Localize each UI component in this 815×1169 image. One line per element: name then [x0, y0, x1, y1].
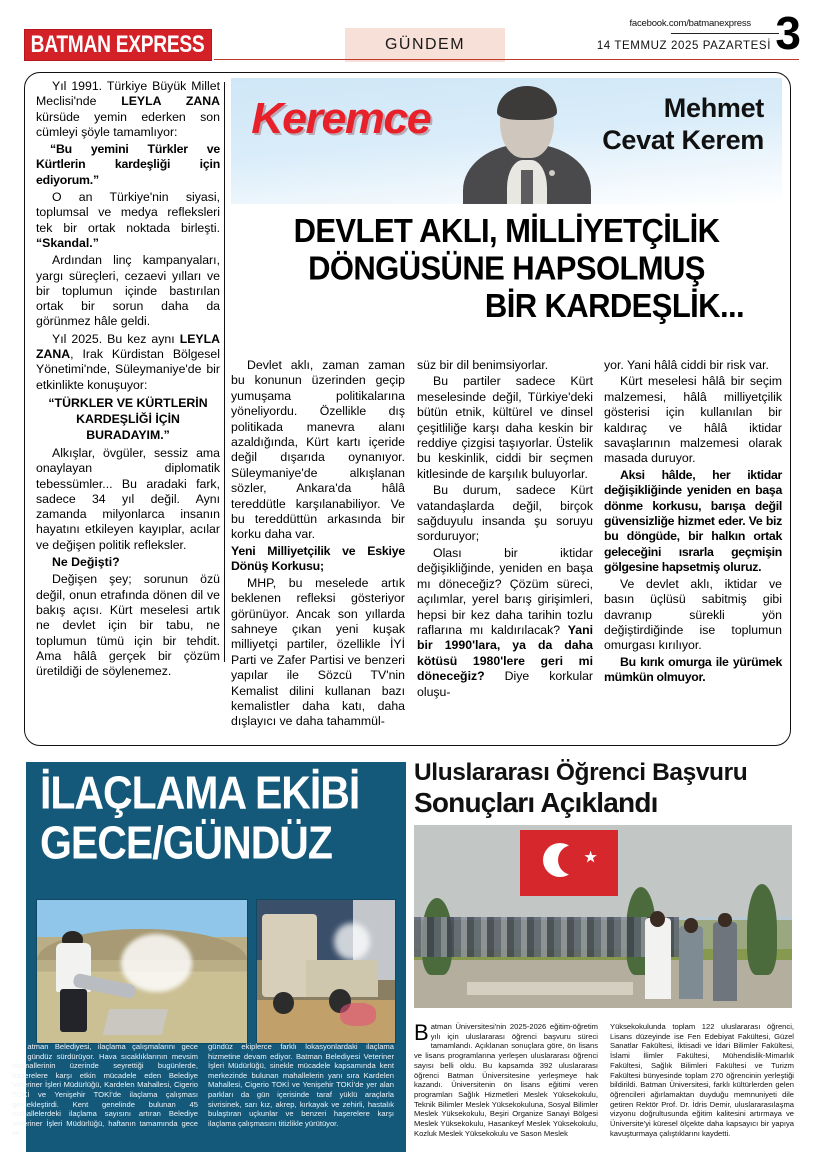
headline-line-1: DEVLET AKLI, MİLLİYETÇİLİK	[293, 212, 720, 250]
body-c3-p2: Kürt meselesi hâlâ bir seçim malzemesi, hâlâ milliyetçilik gösterisi için kullanılan bir kaldıraç ve hâlâ iktidar savaşlarının malzemesi olarak masada duruyor.	[604, 374, 782, 466]
body-c2-p4-tail: Diye korkular oluşu-	[417, 669, 593, 699]
lead-paragraph-3: O an Türkiye'nin siyasi, toplumsal ve medya refleksleri tek bir ortak noktada birleşti. “Skandal.”	[36, 190, 220, 250]
story-ilaclama-title	[40, 768, 398, 869]
dropcap-ilaclama: B	[12, 1040, 26, 1062]
dropcap-universite: B	[414, 1020, 429, 1045]
facebook-handle[interactable]: facebook.com/batmanexpress	[629, 18, 751, 29]
story-ilaclama-text-col-2	[208, 1042, 394, 1138]
opinion-lead-column	[36, 79, 220, 681]
lead-paragraph-5: Yıl 2025. Bu kez aynı LEYLA ZANA, Irak Kürdistan Bölgesel Yönetimi'nde, Süleymaniye'de bir etkinlikte konuşuyor:	[36, 331, 220, 392]
body-c1-subheading: Yeni Milliyetçilik ve Eskiye Dönüş Korkusu;	[231, 543, 405, 574]
headline-line-3: BİR KARDEŞLİK...	[484, 286, 744, 325]
body-c3-p4: Ve devlet aklı, iktidar ve basın üçlüsü sabitmiş gibi davranıp sürekli yön değiştirdiğinde ise toplumun omurgası kırılıyor.	[604, 576, 782, 653]
date-rule	[671, 33, 779, 34]
story-universite-text-col-2	[610, 1022, 794, 1138]
body-c2-p4	[417, 546, 593, 700]
section-tab-label: GÜNDEM	[384, 36, 466, 53]
lead-paragraph-1: Yıl 1991. Türkiye Büyük Millet Meclisi'nde LEYLA ZANA kürsüde yemin ederken son cümleyi şöyle tamamlıyor:	[36, 79, 220, 139]
story-universite-title-line-2: Sonuçları Açıklandı	[414, 787, 658, 818]
article-body-column-1	[231, 358, 405, 731]
headline-line-2: DÖNGÜSÜNE HAPSOLMUŞ	[308, 249, 705, 287]
newspaper-logo[interactable]	[24, 29, 212, 61]
body-c2-p4-bold: Yani bir 1990'lara, ya da daha kötüsü 1980'lere geri mi döneceğiz?	[417, 622, 593, 684]
column-brand-keremce: Keremce	[251, 94, 431, 143]
body-c1-p2: MHP, bu meselede artık beklenen refleksi gösteriyor görünüyor. Ancak son yıllarda sahneye çıkan yeni kuşak milliyetçi partiler, özellikle İYİ Parti ve Zafer Partisi ve benzeri yapılar ile Sözcü TV'nin Kemalist dilini kullanan bazı kemalistler daha katı, daha dışlayıcı ve daha tahammül-	[231, 575, 405, 729]
fogging-worker-photo	[36, 899, 248, 1044]
section-tab-gundem[interactable]	[345, 28, 505, 62]
lead-paragraph-9: Değişen şey; sorunun özü değil, onun etrafında dönen dil ve bakış açısı. Kürt meselesi artık ne devlet için bir tabu, ne toplumun tümü için bir tehdit. Ama hâlâ gerçek bir çözüm üretildiği de söylenemez.	[36, 572, 220, 679]
spray-truck-photo	[256, 899, 396, 1044]
body-c3-p1: yor. Yani hâlâ ciddi bir risk var.	[604, 358, 769, 372]
lead-subheading: Ne Değişti?	[52, 555, 120, 570]
columnist-name	[602, 92, 764, 156]
story-ilaclama-para-2: gündüz ekiplerce farklı lokasyonlardaki ilaçlama hizmetine devam ediyor. Batman Belediyesi Veteriner İşleri Müdürlüğü, sinekle mücadele kapsamında kent merkezinde bulunan mahallelerin yanı sıra Kardelen Mahallesi, Cigerio TOKİ ve Yenişehir TOKİ'de yer alan parkları da gün içerisinde taraf yüklü araçlarla sivrisinek, sarı kız, akrep, kırkayak ve zehirli, hastalık bulaştıran uçkunlar ve benzeri haşerelere karşı ilaçlama çalışmasını titizlikle yürütüyor.	[208, 1042, 394, 1128]
issue-date: 14 TEMMUZ 2025 PAZARTESİ	[596, 40, 771, 52]
story-ilaclama-para-1-text: atman Belediyesi, ilaçlama çalışmalarını gece gündüz sürdürüyor. Hava sıcaklıklarının mevsim normallerinin üzerinde seyrettiği bugünlerde, haşerelere karşı etkin mücadele eden Belediye Veteriner İşleri Müdürlüğü, Kardelen Mahallesi, Cigerio TOKİ ve Yenişehir TOKİ'de ilaçlama çalışması gerçekleştirdi. Kent genelinde bulunan 45 mahallelerdeki ilaçlama sayısını artıran Belediye Veteriner İşleri Müdürlüğü, haftanın tamamında gece ve	[12, 1042, 198, 1138]
lead-paragraph-4: Ardından linç kampanyaları, yargı süreçleri, cezaevi yılları ve bir toplumun içinde bastırılan ortak bir sorun daha da görünmez hâle geldi.	[36, 253, 220, 329]
columnist-portrait-photo	[459, 78, 595, 204]
story-ilaclama-text-col-1	[12, 1042, 198, 1138]
story-ilaclama-para-1	[12, 1042, 198, 1138]
story-ilaclama-title-line-1: İLAÇLAMA EKİBİ	[40, 766, 360, 819]
page-number: 3	[775, 7, 801, 59]
story-ilaclama-photos	[36, 899, 396, 1044]
article-body-column-2	[417, 358, 593, 701]
masthead	[0, 0, 815, 72]
body-c1-p1: Devlet aklı, zaman zaman bu konunun üzerinden geçip yumuşama politikalarına yöneliyordu. Özellikle dış politikada manevra alanı azaldığında, Kürt kartı içeride değil dışarıda oynanıyor. Süleymaniye'de alkışlanan sözler, Ankara'da hâlâ tereddütle karşılanabiliyor. Ve bu tereddüttün arkasında bir korku daha var.	[231, 358, 405, 542]
story-universite-para-2: Yüksekokulunda toplam 122 uluslararası öğrenci, Lisans düzeyinde ise Fen Edebiyat Fakültesi, Güzel Sanatlar Fakültesi, İktisadi ve İdari Bilimler Fakültesi, İslami İlimler Fakültesi, Mühendislik-Mimarlık Fakültesi, Sağlık Bilimleri Fakültesi ve Turizm Fakültesi bünyesinde toplam 270 öğrencinin yerleştiği bildirildi. Batman Üniversitesi, farklı kültürlerden gelen öğrencileri ağırlamaktan duyduğu memnuniyeti dile getiren Rektör Prof. Dr. İdris Demir, uluslararasılaşma vizyonu doğrultusunda eğitim kalitesini artırmaya ve Üniversite'yi küresel ölçekte daha kapsayıcı bir yapıya kavuşturmaya çalıştıklarını kaydetti.	[610, 1022, 794, 1138]
article-headline	[231, 212, 782, 324]
body-c2-p4-normal: Olası bir iktidar değişikliğinde, yeniden en başa mı döneceğiz? Çözüm süreci, açılımlar, yerel barış girişimleri, hepsi bir kez daha tarihin tozlu raflarına mı kaldırılacak?	[417, 545, 593, 637]
story-universite-title-line-1: Uluslararası Öğrenci Başvuru	[414, 759, 748, 786]
columnist-first-name: Mehmet	[663, 93, 764, 123]
body-c2-p1: süz bir dil benimsiyorlar.	[417, 358, 549, 372]
lead-paragraph-7: Alkışlar, övgüler, sessiz ama onaylayan diplomatik tebessümler... Bu aradaki fark, sadece 34 yıl değil. Aynı zamanda milyonlarca insanın hayatını etkileyen kayıplar, acılar ve değişen politik refleksler.	[36, 445, 220, 552]
newspaper-logo-text: BATMAN EXPRESS	[31, 31, 205, 58]
article-body-column-3	[604, 358, 782, 687]
story-ilaclama-text	[12, 1042, 402, 1138]
masthead-red-rule	[214, 59, 799, 60]
body-c2-p2: Bu partiler sadece Kürt meselesinde değil, Türkiye'deki bütün etnik, kültürel ve dinsel çeşitliliğe karşı daha keskin bir reddiye çizgisi taşıyorlar. Üstelik bu keskinlik, ciddi bir seçmen kitlesinde de karşılık buluyorlar.	[417, 374, 593, 481]
columnist-banner	[231, 78, 782, 204]
campus-students-photo	[414, 825, 792, 1008]
lead-quote-1: “Bu yemini Türkler ve Kürtlerin kardeşliği için ediyorum.”	[36, 142, 220, 187]
body-c3-p3: Aksi hâlde, her iktidar değişikliğinde yeniden en başa dönme korkusu, barışa değil güvensizliğe hizmet eder. Ve biz bu döngüde, bir halkın ortak geleceğini ısrarla geçmişin gölgesine hapsetmiş oluruz.	[604, 467, 782, 575]
story-universite-para-1-text: atman Üniversitesi'nin 2025-2026 eğitim-öğretim yılı için uluslararası öğrenci başvuru süreci tamamlandı. Açıklanan sonuçlara göre, ön lisans ve lisans programlarına yerleşen uluslararası öğrenci sayısı belli oldu. Bu kapsamda 392 uluslararası öğrenci Batman Üniversitesine yerleşmeye hak kazandı. Üniversitenin ön lisans eğitimi veren programları Sağlık Hizmetleri Meslek Yüksekokulu, Teknik Bilimler Meslek Yüksekokuluna, Sosyal Bilimler Meslek Yüksekokulu, Beşiri Organize Sanayi Bölgesi Meslek Yüksekokulu, Hasankeyf Meslek Yüksekokulu, Kozluk Meslek Yüksekokulu ve Sason Meslek	[414, 1022, 598, 1138]
story-ilaclama-title-line-2: GECE/GÜNDÜZ	[40, 817, 332, 869]
story-universite-text	[414, 1022, 794, 1138]
story-universite-title	[414, 758, 792, 818]
story-universite-para-1	[414, 1022, 598, 1138]
column-divider-left	[224, 82, 225, 662]
story-universite-text-col-1	[414, 1022, 598, 1138]
lead-quote-2: “TÜRKLER VE KÜRTLERİN KARDEŞLİĞİ İÇİN BURADAYIM.”	[48, 395, 208, 442]
body-c2-p3: Bu durum, sadece Kürt vatandaşlarda değil, birçok sağduyulu insanda şu soruyu sorduruyor;	[417, 483, 593, 544]
body-c3-p5: Bu kırık omurga ile yürümek mümkün olmuyor.	[604, 654, 782, 685]
columnist-last-name: Cevat Kerem	[602, 125, 764, 155]
